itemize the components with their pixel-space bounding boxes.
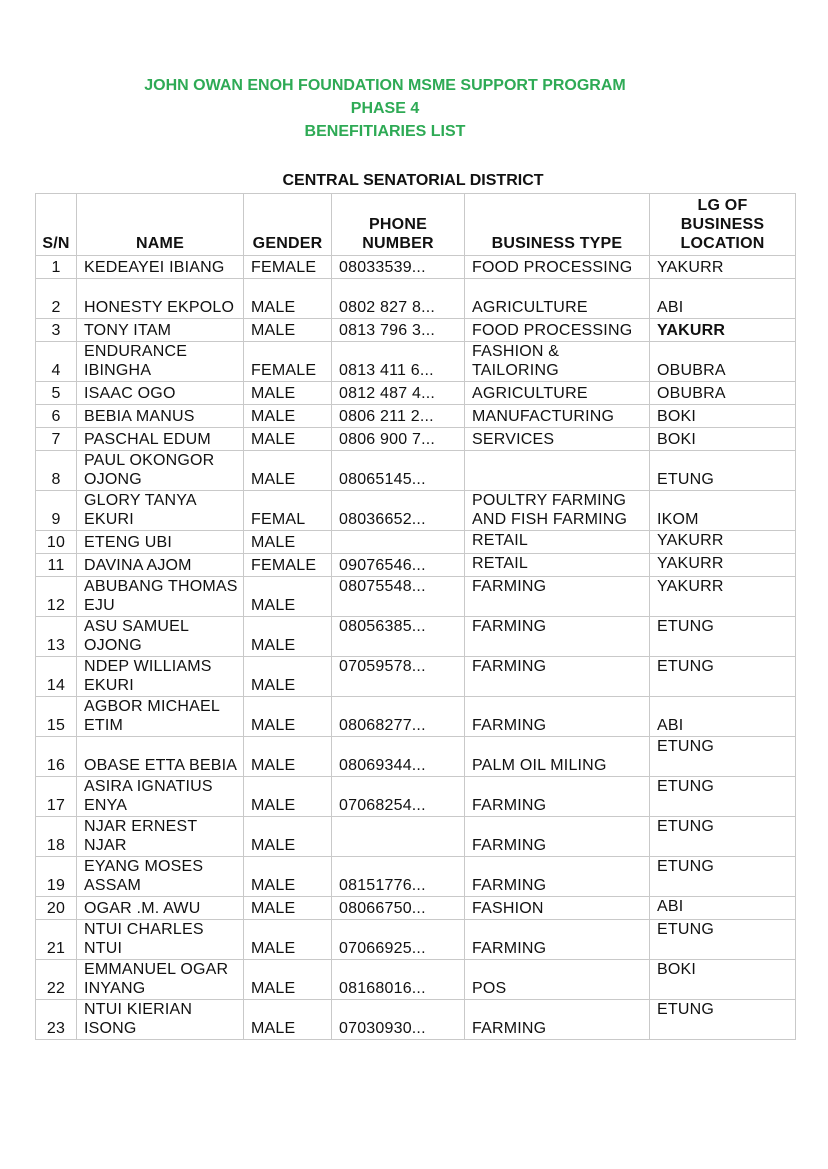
cell-sn: 19 bbox=[36, 857, 77, 897]
cell-sn: 14 bbox=[36, 657, 77, 697]
cell-business: FARMING bbox=[465, 577, 650, 617]
document-title bbox=[0, 74, 770, 143]
title-line-3: BENEFITIARIES LIST bbox=[304, 123, 466, 140]
cell-phone: 07059578... bbox=[332, 657, 465, 697]
table-row bbox=[36, 342, 796, 382]
table-row bbox=[36, 657, 796, 697]
cell-phone: 08066750... bbox=[332, 897, 465, 920]
cell-name: ABUBANG THOMAS EJU bbox=[77, 577, 244, 617]
cell-sn: 11 bbox=[36, 554, 77, 577]
cell-sn: 18 bbox=[36, 817, 77, 857]
cell-lg: ETUNG bbox=[650, 737, 796, 777]
cell-business bbox=[465, 451, 650, 491]
cell-lg: ABI bbox=[650, 279, 796, 319]
cell-sn: 2 bbox=[36, 279, 77, 319]
cell-sn: 15 bbox=[36, 697, 77, 737]
cell-lg: BOKI bbox=[650, 405, 796, 428]
cell-name: AGBOR MICHAEL ETIM bbox=[77, 697, 244, 737]
title-line-2: PHASE 4 bbox=[350, 100, 420, 117]
cell-phone: 08168016... bbox=[332, 960, 465, 1000]
table-row bbox=[36, 897, 796, 920]
title-line-1: JOHN OWAN ENOH FOUNDATION MSME SUPPORT PROGRAM bbox=[144, 77, 626, 94]
col-header-business: BUSINESS TYPE bbox=[465, 194, 650, 256]
table-row bbox=[36, 857, 796, 897]
cell-sn: 20 bbox=[36, 897, 77, 920]
cell-gender: FEMALE bbox=[244, 554, 332, 577]
cell-business: MANUFACTURING bbox=[465, 405, 650, 428]
cell-name: ISAAC OGO bbox=[77, 382, 244, 405]
cell-business: PALM OIL MILING bbox=[465, 737, 650, 777]
cell-phone: 09076546... bbox=[332, 554, 465, 577]
cell-phone: 08033539... bbox=[332, 256, 465, 279]
cell-business: FASHION bbox=[465, 897, 650, 920]
cell-phone: 0813 796 3... bbox=[332, 319, 465, 342]
cell-name: PAUL OKONGOR OJONG bbox=[77, 451, 244, 491]
cell-gender: MALE bbox=[244, 817, 332, 857]
cell-name: EMMANUEL OGAR INYANG bbox=[77, 960, 244, 1000]
cell-lg: YAKURR bbox=[650, 554, 796, 577]
table-row bbox=[36, 428, 796, 451]
cell-lg: ETUNG bbox=[650, 857, 796, 897]
cell-phone: 08036652... bbox=[332, 491, 465, 531]
cell-gender: FEMALE bbox=[244, 342, 332, 382]
col-header-gender: GENDER bbox=[244, 194, 332, 256]
table-row bbox=[36, 577, 796, 617]
cell-sn: 13 bbox=[36, 617, 77, 657]
cell-sn: 7 bbox=[36, 428, 77, 451]
cell-gender: MALE bbox=[244, 920, 332, 960]
cell-name: ETENG UBI bbox=[77, 531, 244, 554]
cell-business: FARMING bbox=[465, 1000, 650, 1040]
cell-lg: OBUBRA bbox=[650, 382, 796, 405]
cell-name: DAVINA AJOM bbox=[77, 554, 244, 577]
cell-lg: YAKURR bbox=[650, 256, 796, 279]
cell-name: TONY ITAM bbox=[77, 319, 244, 342]
cell-gender: FEMALE bbox=[244, 256, 332, 279]
table-body bbox=[36, 256, 796, 1040]
cell-sn: 3 bbox=[36, 319, 77, 342]
cell-gender: MALE bbox=[244, 405, 332, 428]
cell-lg: ETUNG bbox=[650, 1000, 796, 1040]
table-row bbox=[36, 960, 796, 1000]
cell-gender: MALE bbox=[244, 777, 332, 817]
cell-sn: 1 bbox=[36, 256, 77, 279]
cell-business: POULTRY FARMING AND FISH FARMING bbox=[465, 491, 650, 531]
beneficiaries-table bbox=[35, 193, 796, 1040]
cell-business: FASHION & TAILORING bbox=[465, 342, 650, 382]
cell-gender: MALE bbox=[244, 737, 332, 777]
cell-gender: MALE bbox=[244, 1000, 332, 1040]
cell-phone bbox=[332, 531, 465, 554]
cell-sn: 16 bbox=[36, 737, 77, 777]
cell-business: FARMING bbox=[465, 920, 650, 960]
cell-sn: 23 bbox=[36, 1000, 77, 1040]
cell-business: FOOD PROCESSING bbox=[465, 256, 650, 279]
cell-gender: MALE bbox=[244, 897, 332, 920]
cell-business: AGRICULTURE bbox=[465, 382, 650, 405]
cell-sn: 10 bbox=[36, 531, 77, 554]
cell-name: KEDEAYEI IBIANG bbox=[77, 256, 244, 279]
cell-lg: ABI bbox=[650, 897, 796, 920]
cell-sn: 22 bbox=[36, 960, 77, 1000]
table-row bbox=[36, 382, 796, 405]
cell-gender: MALE bbox=[244, 319, 332, 342]
cell-name: NTUI CHARLES NTUI bbox=[77, 920, 244, 960]
cell-sn: 4 bbox=[36, 342, 77, 382]
district-heading: CENTRAL SENATORIAL DISTRICT bbox=[282, 172, 544, 189]
table-row bbox=[36, 817, 796, 857]
cell-business: POS bbox=[465, 960, 650, 1000]
col-header-phone: PHONE NUMBER bbox=[332, 194, 465, 256]
cell-name: ASIRA IGNATIUS ENYA bbox=[77, 777, 244, 817]
cell-name: BEBIA MANUS bbox=[77, 405, 244, 428]
cell-lg: YAKURR bbox=[650, 577, 796, 617]
cell-phone: 08068277... bbox=[332, 697, 465, 737]
table-row bbox=[36, 319, 796, 342]
cell-business: FARMING bbox=[465, 777, 650, 817]
cell-name: PASCHAL EDUM bbox=[77, 428, 244, 451]
cell-gender: FEMAL bbox=[244, 491, 332, 531]
table-row bbox=[36, 777, 796, 817]
cell-phone: 08065145... bbox=[332, 451, 465, 491]
cell-name: ENDURANCE IBINGHA bbox=[77, 342, 244, 382]
cell-phone: 07066925... bbox=[332, 920, 465, 960]
cell-phone: 0813 411 6... bbox=[332, 342, 465, 382]
cell-name: NDEP WILLIAMS EKURI bbox=[77, 657, 244, 697]
table-row bbox=[36, 491, 796, 531]
cell-gender: MALE bbox=[244, 960, 332, 1000]
cell-lg: ETUNG bbox=[650, 451, 796, 491]
cell-name: GLORY TANYA EKURI bbox=[77, 491, 244, 531]
table-row bbox=[36, 279, 796, 319]
cell-name: ASU SAMUEL OJONG bbox=[77, 617, 244, 657]
cell-sn: 17 bbox=[36, 777, 77, 817]
table-row bbox=[36, 531, 796, 554]
cell-phone: 07068254... bbox=[332, 777, 465, 817]
cell-sn: 12 bbox=[36, 577, 77, 617]
cell-name: OBASE ETTA BEBIA bbox=[77, 737, 244, 777]
cell-gender: MALE bbox=[244, 382, 332, 405]
cell-gender: MALE bbox=[244, 657, 332, 697]
col-header-lg: LG OF BUSINESS LOCATION bbox=[650, 194, 796, 256]
cell-phone: 0806 211 2... bbox=[332, 405, 465, 428]
cell-lg: ETUNG bbox=[650, 617, 796, 657]
cell-lg: ETUNG bbox=[650, 777, 796, 817]
table-row bbox=[36, 737, 796, 777]
cell-lg: YAKURR bbox=[650, 531, 796, 554]
cell-lg: BOKI bbox=[650, 428, 796, 451]
cell-sn: 5 bbox=[36, 382, 77, 405]
cell-name: EYANG MOSES ASSAM bbox=[77, 857, 244, 897]
table-row bbox=[36, 405, 796, 428]
cell-gender: MALE bbox=[244, 697, 332, 737]
col-header-sn: S/N bbox=[36, 194, 77, 256]
cell-gender: MALE bbox=[244, 428, 332, 451]
cell-lg: BOKI bbox=[650, 960, 796, 1000]
cell-gender: MALE bbox=[244, 279, 332, 319]
cell-sn: 6 bbox=[36, 405, 77, 428]
cell-gender: MALE bbox=[244, 531, 332, 554]
cell-phone: 08151776... bbox=[332, 857, 465, 897]
cell-phone: 0812 487 4... bbox=[332, 382, 465, 405]
cell-phone: 08056385... bbox=[332, 617, 465, 657]
cell-gender: MALE bbox=[244, 577, 332, 617]
cell-name: NTUI KIERIAN ISONG bbox=[77, 1000, 244, 1040]
cell-lg: OBUBRA bbox=[650, 342, 796, 382]
cell-lg: ABI bbox=[650, 697, 796, 737]
cell-business: AGRICULTURE bbox=[465, 279, 650, 319]
cell-sn: 9 bbox=[36, 491, 77, 531]
cell-business: RETAIL bbox=[465, 531, 650, 554]
cell-lg: YAKURR bbox=[650, 319, 796, 342]
table-row bbox=[36, 554, 796, 577]
col-header-name: NAME bbox=[77, 194, 244, 256]
cell-lg: ETUNG bbox=[650, 817, 796, 857]
cell-phone: 08069344... bbox=[332, 737, 465, 777]
table-row bbox=[36, 617, 796, 657]
cell-business: SERVICES bbox=[465, 428, 650, 451]
cell-business: FARMING bbox=[465, 857, 650, 897]
cell-gender: MALE bbox=[244, 617, 332, 657]
cell-phone: 0806 900 7... bbox=[332, 428, 465, 451]
cell-lg: ETUNG bbox=[650, 657, 796, 697]
table-row bbox=[36, 920, 796, 960]
cell-gender: MALE bbox=[244, 857, 332, 897]
table-row bbox=[36, 1000, 796, 1040]
cell-phone bbox=[332, 817, 465, 857]
cell-name: NJAR ERNEST NJAR bbox=[77, 817, 244, 857]
cell-phone: 08075548... bbox=[332, 577, 465, 617]
cell-business: RETAIL bbox=[465, 554, 650, 577]
cell-phone: 07030930... bbox=[332, 1000, 465, 1040]
cell-gender: MALE bbox=[244, 451, 332, 491]
cell-name: HONESTY EKPOLO bbox=[77, 279, 244, 319]
table-row bbox=[36, 256, 796, 279]
cell-business: FOOD PROCESSING bbox=[465, 319, 650, 342]
cell-business: FARMING bbox=[465, 657, 650, 697]
table-header-row bbox=[36, 194, 796, 256]
cell-sn: 21 bbox=[36, 920, 77, 960]
cell-name: OGAR .M. AWU bbox=[77, 897, 244, 920]
cell-business: FARMING bbox=[465, 617, 650, 657]
cell-business: FARMING bbox=[465, 697, 650, 737]
table-row bbox=[36, 451, 796, 491]
cell-lg: IKOM bbox=[650, 491, 796, 531]
table-row bbox=[36, 697, 796, 737]
cell-lg: ETUNG bbox=[650, 920, 796, 960]
cell-business: FARMING bbox=[465, 817, 650, 857]
cell-sn: 8 bbox=[36, 451, 77, 491]
cell-phone: 0802 827 8... bbox=[332, 279, 465, 319]
